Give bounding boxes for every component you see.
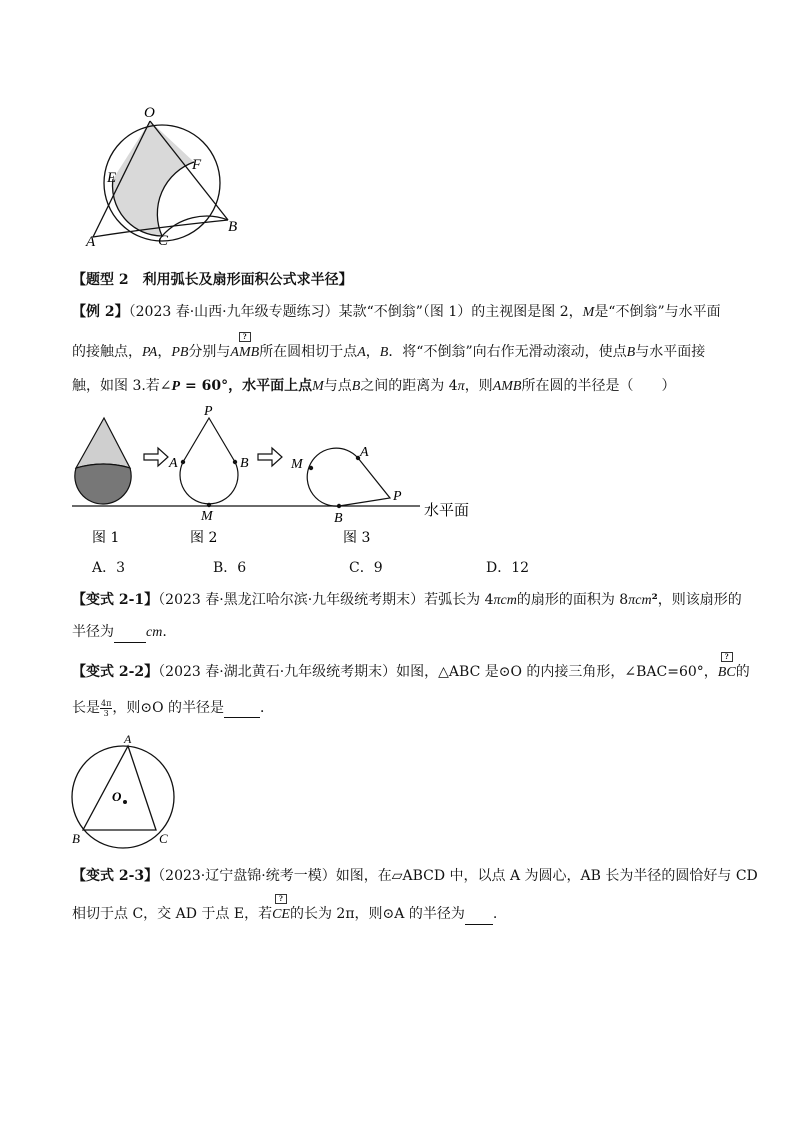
variant23-text: 如图，在▱ABCD 中，以点 A 为圆心，AB 长为半径的圆恰好与 CD [335, 868, 758, 884]
var-p: P [171, 379, 181, 394]
label-o: O [144, 105, 155, 121]
section-title: 【题型 2 利用弧长及扇形面积公式求半径】 [72, 272, 353, 288]
option-d[interactable]: D．12 [486, 560, 530, 576]
example2-text: ， [365, 344, 380, 360]
example2-text: 与水平面接 [635, 344, 706, 360]
point-o [123, 800, 127, 804]
label-a: A [124, 732, 132, 746]
label-a: A [86, 234, 96, 250]
caption-fig3: 图 3 [343, 530, 371, 546]
var-pb: PB [171, 345, 189, 360]
example2-text: ．将“不倒翁”向右作无滑动滚动，使点 [388, 344, 627, 360]
variant22-text: 长是 [72, 700, 100, 716]
label-b: B [72, 831, 80, 846]
arc-bc: ? BC [718, 663, 736, 683]
variant22-text: 如图，△ABC 是⊙O 的内接三角形，∠BAC=60°， [396, 664, 718, 680]
variant22-tag: 【变式 2-2】 [72, 664, 159, 680]
point-m3 [309, 466, 313, 470]
tumbler-bottom [75, 464, 131, 504]
figure-tumbler [68, 400, 488, 550]
arrow-icon [258, 448, 282, 466]
variant23-text: . [492, 906, 498, 922]
var-pi: π [457, 379, 465, 394]
label-b2: B [240, 456, 249, 471]
variant23-source: （2023·辽宁盘锦·统考一模） [158, 868, 336, 884]
label-c: C [159, 831, 168, 846]
variant22-text: ，则⊙O 的半径是 [112, 700, 225, 716]
unit-pi-cm: πcm [493, 593, 517, 608]
example2-tag: 【例 2】 [72, 304, 129, 320]
var-b: B [626, 345, 636, 360]
variant21-text: . [162, 624, 167, 640]
label-p2: P [204, 404, 213, 419]
arc-ce: ? CE [272, 905, 290, 925]
label-b: B [228, 219, 238, 235]
point-a2 [181, 460, 185, 464]
label-f: F [192, 157, 202, 173]
variant21-text: 若弧长为 4 [424, 592, 494, 608]
var-b: B [351, 379, 361, 394]
example2-text: ，则 [464, 378, 493, 394]
label-o: O [112, 789, 122, 804]
var-m: M [312, 379, 324, 394]
example2-text: 是“不倒翁”与水平面 [594, 304, 721, 320]
example2-text: 触，如图 3.若∠ [72, 378, 172, 394]
variant23-line2 [72, 904, 497, 925]
var-m: M [582, 305, 595, 320]
variant21-line2 [72, 622, 167, 643]
example2-text: 分别与 [188, 344, 231, 360]
option-b[interactable]: B．6 [213, 560, 247, 576]
example2-line3 [72, 376, 675, 397]
fraction-denominator: 3 [103, 708, 109, 718]
example2-text: 某款“不倒翁”（图 1）的主视图是图 2， [338, 304, 583, 320]
tumbler-outline-2 [180, 418, 238, 504]
superscript-2: ² [651, 592, 658, 608]
variant21-text: ，则该扇形的 [657, 592, 742, 608]
label-m3: M [291, 457, 303, 472]
arrow-icon [144, 448, 168, 466]
example2-source: （2023 春·山西·九年级专题练习） [128, 304, 339, 320]
variant23-tag: 【变式 2-3】 [72, 868, 159, 884]
label-b3: B [334, 511, 343, 526]
example2-text: = 60°，水平面上点 [180, 378, 313, 394]
option-c[interactable]: C．9 [349, 560, 383, 576]
option-a[interactable]: A．3 [92, 560, 126, 576]
label-e: E [107, 170, 117, 186]
var-amb: AMB [492, 379, 522, 394]
example2-text: ， [157, 344, 172, 360]
answer-blank[interactable] [114, 628, 146, 643]
example2-line1 [72, 302, 721, 323]
variant21-source: （2023 春·黑龙江哈尔滨·九年级统考期末） [158, 592, 425, 608]
example2-text: 所在圆相切于点 [259, 344, 358, 360]
answer-blank[interactable] [224, 703, 260, 718]
example2-line2 [72, 342, 705, 363]
variant21-text: 的扇形的面积为 8 [516, 592, 629, 608]
variant22-line1 [72, 662, 750, 683]
arc-amb: ? AMB [230, 343, 259, 363]
fraction-numerator: 4π [101, 698, 112, 708]
variant21-tag: 【变式 2-1】 [72, 592, 159, 608]
variant22-text: ． [260, 700, 275, 716]
tumbler-top [76, 418, 130, 468]
caption-fig2: 图 2 [190, 530, 218, 546]
fraction [100, 699, 112, 718]
var-b: B [379, 345, 389, 360]
triangle-abc [83, 746, 156, 830]
caption-fig1: 图 1 [92, 530, 120, 546]
variant22-text: 的 [735, 664, 750, 680]
label-p3: P [393, 489, 402, 504]
example2-text: 的接触点， [72, 344, 142, 360]
point-b2 [233, 460, 237, 464]
label-c: C [158, 233, 169, 249]
ground-label: 水平面 [424, 501, 470, 519]
example2-text: 之间的距离为 4 [360, 378, 458, 394]
example2-text: 所在圆的半径是（ ） [521, 378, 676, 394]
var-pa: PA [142, 345, 158, 360]
variant23-line1 [72, 866, 758, 886]
var-a: A [357, 345, 366, 360]
variant23-text: 的长为 2π，则⊙A 的半径为 [289, 906, 465, 922]
label-a3: A [360, 445, 369, 460]
unit-pi-cm: πcm [628, 593, 652, 608]
unit-cm: cm [146, 625, 163, 640]
tumbler-outline-3 [307, 448, 390, 506]
variant22-line2 [72, 698, 274, 718]
variant23-text: 相切于点 C，交 AD 于点 E，若 [72, 906, 273, 922]
variant21-line1 [72, 590, 742, 611]
example2-text: 与点 [323, 378, 352, 394]
label-m2: M [201, 509, 213, 524]
label-a2: A [169, 456, 178, 471]
answer-blank[interactable] [465, 910, 493, 925]
figure-inscribed-triangle [66, 730, 186, 850]
variant22-source: （2023 春·湖北黄石·九年级统考期末） [158, 664, 397, 680]
variant21-text: 半径为 [72, 624, 114, 640]
figure-sector-circle [80, 100, 250, 250]
